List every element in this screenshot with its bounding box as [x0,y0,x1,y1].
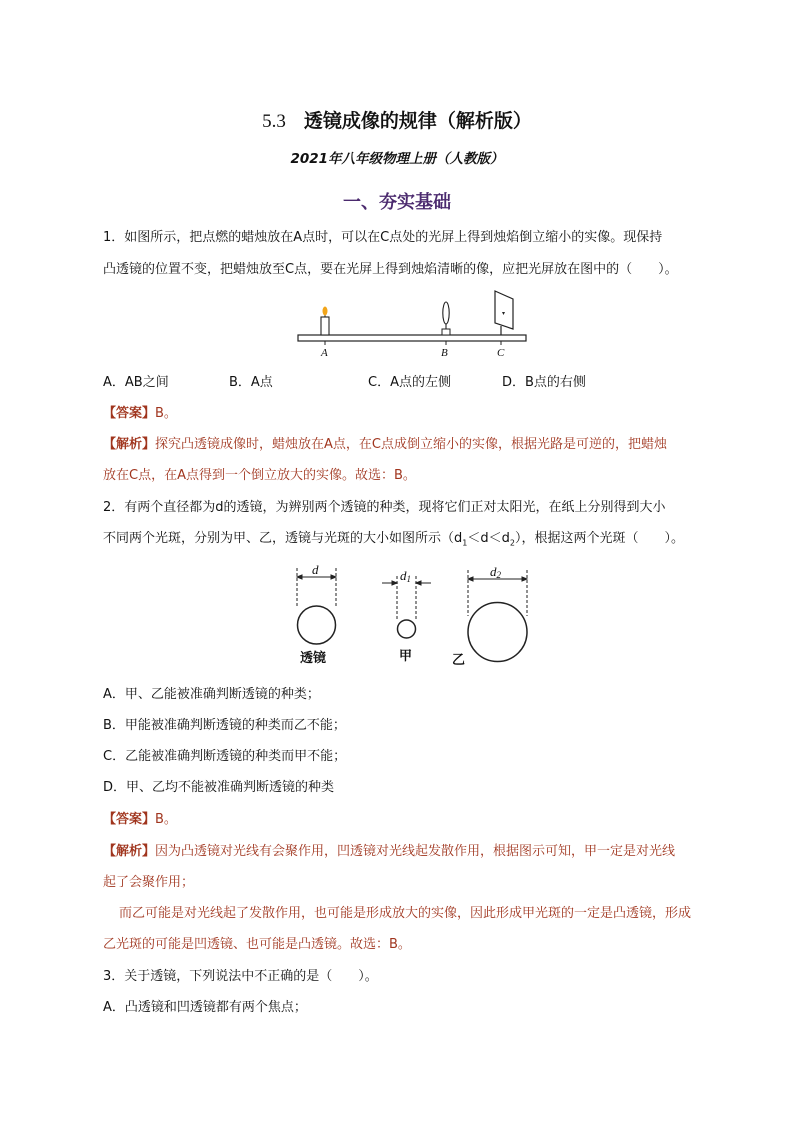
q2-stem-part-b: ＜d＜d [467,531,510,546]
optical-bench-figure [294,288,530,360]
point-b-label: B [441,347,448,359]
q2-answer-tag: 【答案】 [103,812,156,827]
q1-answer-value: B。 [155,406,177,421]
title-text: 透镜成像的规律（解析版） [303,110,532,132]
jia-spot-circle [398,620,416,638]
q1-option-c: C．A点的左侧 [368,375,451,390]
q2-answer-value: B。 [155,812,177,827]
q1-option-b: B．A点 [229,375,273,390]
q1-analysis-line2: 放在C点，在A点得到一个倒立放大的实像。故选：B。 [103,468,416,483]
d1-label-sub: 1 [406,574,411,584]
q1-option-d: D．B点的右侧 [502,375,586,390]
q2-analysis-tag: 【解析】 [103,844,156,859]
q2-stem-part-a: 不同两个光斑，分别为甲、乙，透镜与光斑的大小如图所示（d [103,531,463,546]
d1-label [400,568,411,584]
optical-bench-rail [298,335,526,341]
q2-stem-line2 [103,530,684,553]
q2-option-a: A．甲、乙能被准确判断透镜的种类； [103,687,320,702]
q1-analysis-tag: 【解析】 [103,437,156,452]
d2-label-d: d [490,564,497,579]
q2-analysis-line4: 乙光斑的可能是凹透镜、也可能是凸透镜。故选：B。 [103,937,411,952]
section-heading: 一、夯实基础 [343,192,451,213]
q1-analysis-line1 [103,436,667,454]
yi-spot-circle [468,603,527,662]
svg-text:▾: ▾ [502,311,506,317]
d-label: d [312,562,319,577]
q2-analysis-text1: 因为凸透镜对光线有会聚作用，凹透镜对光线起发散作用，根据图示可知，甲一定是对光线 [155,844,676,859]
q2-stem-line1: 2．有两个直径都为d的透镜，为辨别两个透镜的种类，现将它们正对太阳光，在纸上分别得到大小 [103,500,666,515]
q2-analysis-line3: 而乙可能是对光线起了发散作用，也可能是形成放大的实像，因此形成甲光斑的一定是凸透镜，形成 [119,906,692,921]
yi-caption: 乙 [452,653,466,668]
q2-stem-part-c: ），根据这两个光斑（ ）。 [514,531,684,546]
q1-option-a: A．AB之间 [103,375,169,390]
q2-stem-sub1: 1 [462,538,468,548]
jia-caption: 甲 [399,649,413,664]
q1-analysis-text1: 探究凸透镜成像时，蜡烛放在A点，在C点成倒立缩小的实像，根据光路是可逆的，把蜡烛 [155,437,667,452]
d2-label-sub: 2 [496,570,501,580]
lens-circle [298,606,336,644]
point-a-label: A [321,347,328,359]
q2-analysis-line1 [103,843,675,861]
q3-stem: 3．关于透镜，下列说法中不正确的是（ ）。 [103,969,378,984]
q2-option-b: B．甲能被准确判断透镜的种类而乙不能； [103,718,346,733]
page-subtitle: 2021年八年级物理上册（人教版） [290,151,504,167]
q2-option-d: D．甲、乙均不能被准确判断透镜的种类 [103,780,335,795]
q1-answer [103,405,177,423]
page-title [0,106,794,133]
q2-analysis-line2: 起了会聚作用； [103,875,195,890]
q2-stem-sub2: 2 [509,538,515,548]
title-number: 5.3 [262,111,286,132]
q1-stem-line1: 1．如图所示，把点燃的蜡烛放在A点时，可以在C点处的光屏上得到烛焰倒立缩小的实像。现保持 [103,230,663,245]
q1-stem-line2: 凸透镜的位置不变，把蜡烛放至C点，要在光屏上得到烛焰清晰的像，应把光屏放在图中的（ ）。 [103,262,678,277]
lens-spots-figure [292,562,532,670]
q2-answer [103,811,177,829]
d1-label-d: d [400,568,407,583]
q3-option-a: A．凸透镜和凹透镜都有两个焦点； [103,1000,307,1015]
lens-caption: 透镜 [300,651,327,666]
q2-option-c: C．乙能被准确判断透镜的种类而甲不能； [103,749,347,764]
d2-label [490,564,502,580]
point-c-label: C [497,347,505,359]
q1-answer-tag: 【答案】 [103,406,156,421]
